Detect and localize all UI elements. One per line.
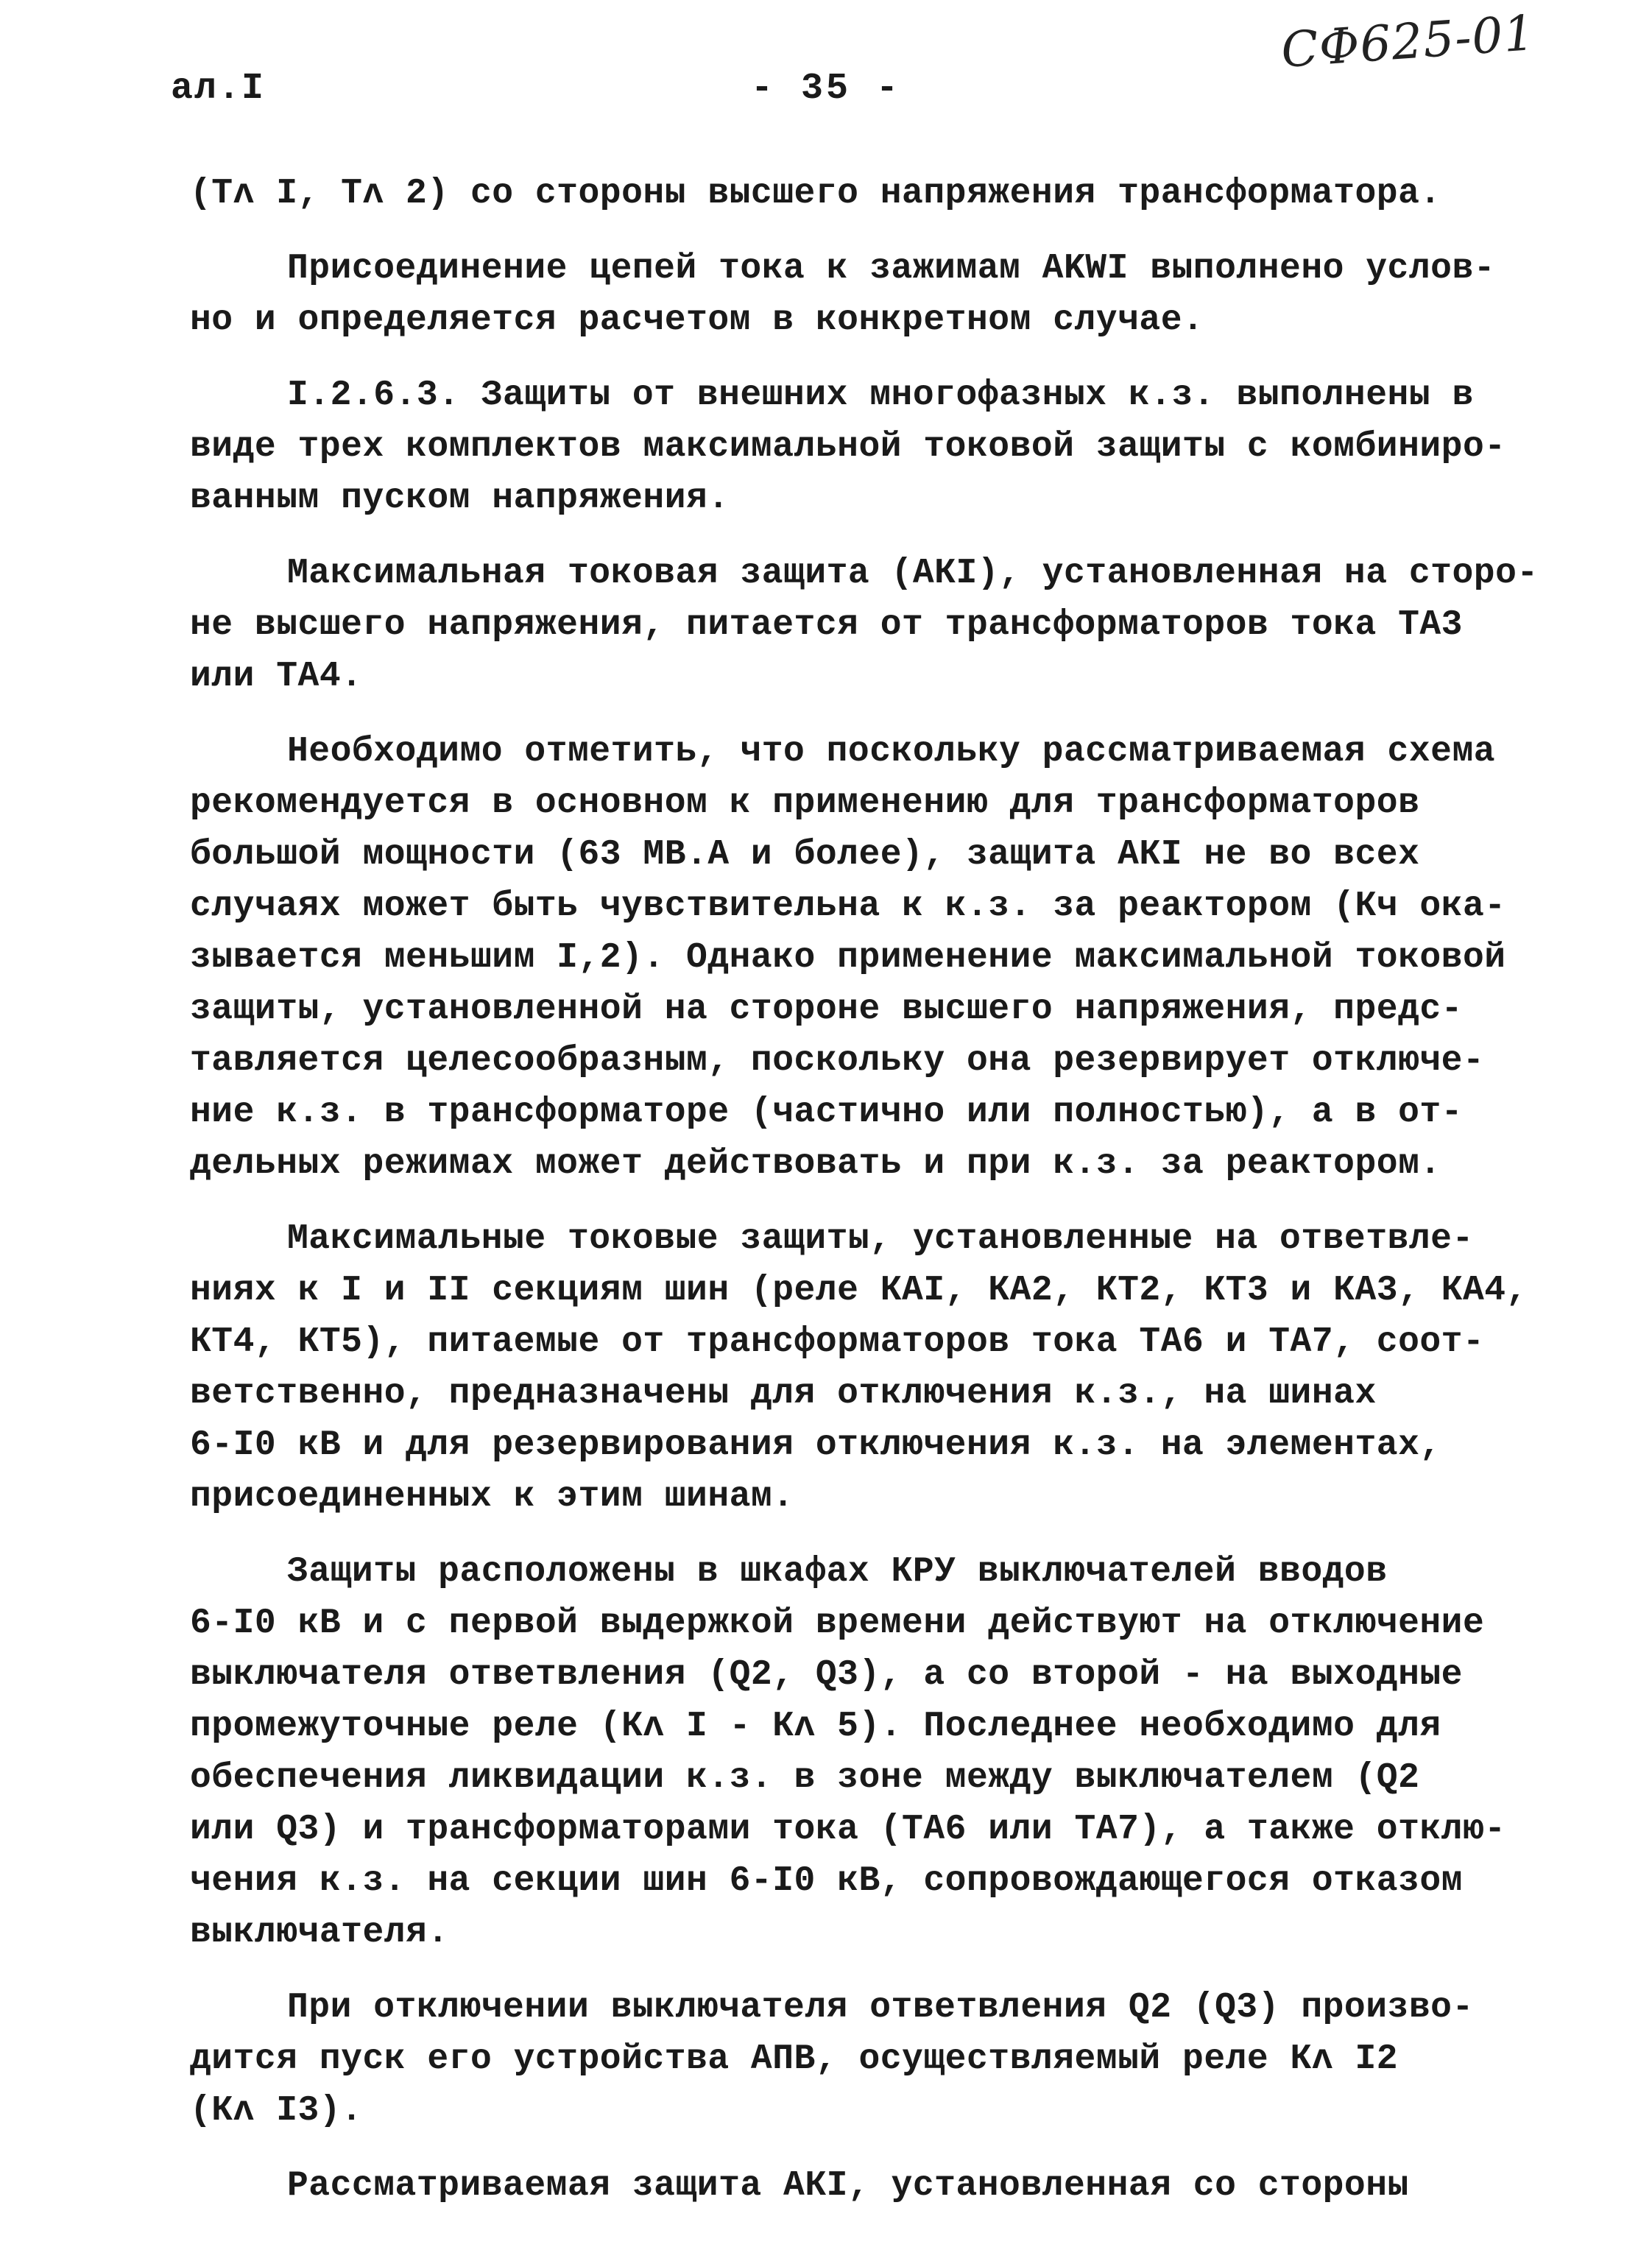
text-line: Рассматриваемая защита АКI, установленная со стороны: [287, 2166, 1409, 2206]
text-line: дельных режимах может действовать и при к.з. за реактором.: [190, 1144, 1441, 1184]
text-line: защиты, установленной на стороне высшего напряжения, предс-: [190, 990, 1463, 1029]
body-text: [190, 168, 1559, 2212]
text-line: тавляется целесообразным, поскольку она резервирует отключе-: [190, 1041, 1485, 1081]
text-line: Максимальные токовые защиты, установленные на ответвле-: [287, 1219, 1474, 1259]
text-line: промежуточные реле (Кʌ I - Кʌ 5). Последнее необходимо для: [190, 1707, 1441, 1746]
text-line: чения к.з. на секции шин 6-I0 кВ, сопровождающегося отказом: [190, 1861, 1463, 1901]
text-line: виде трех комплектов максимальной токовой защиты с комбиниро-: [190, 427, 1506, 467]
text-line: присоединенных к этим шинам.: [190, 1477, 794, 1517]
text-line: ванным пуском напряжения.: [190, 479, 730, 518]
text-line: дится пуск его устройства АПВ, осуществляемый реле Кʌ I2: [190, 2039, 1399, 2079]
text-line: (Кʌ I3).: [190, 2091, 363, 2131]
text-line: 6-I0 кВ и с первой выдержкой времени действуют на отключение: [190, 1604, 1485, 1643]
text-line: Необходимо отметить, что поскольку рассматриваемая схема: [287, 732, 1496, 772]
text-line: 6-I0 кВ и для резервирования отключения к.з. на элементах,: [190, 1425, 1441, 1465]
page-number: - 35 -: [751, 68, 902, 110]
text-line: КТ4, КТ5), питаемые от трансформаторов тока ТА6 и ТА7, соот-: [190, 1322, 1485, 1362]
sheet-label: ал.I: [171, 68, 266, 110]
text-line: но и определяется расчетом в конкретном случае.: [190, 300, 1204, 340]
text-line: Защиты расположены в шкафах КРУ выключателей вводов: [287, 1552, 1388, 1592]
text-line: или ТА4.: [190, 657, 363, 696]
text-line: выключателя.: [190, 1913, 449, 1953]
text-line: не высшего напряжения, питается от трансформаторов тока ТА3: [190, 605, 1463, 645]
text-line: Присоединение цепей тока к зажимам AKWI выполнено услов-: [287, 249, 1496, 289]
text-line: случаях может быть чувствительна к к.з. за реактором (Кч ока-: [190, 886, 1506, 926]
text-line: ниях к I и II секциям шин (реле КАI, КА2, КТ2, КТ3 и КА3, КА4,: [190, 1271, 1528, 1311]
text-line: ветственно, предназначены для отключения к.з., на шинах: [190, 1374, 1377, 1414]
text-line: рекомендуется в основном к применению для трансформаторов: [190, 783, 1420, 823]
text-line: ние к.з. в трансформаторе (частично или полностью), а в от-: [190, 1093, 1463, 1132]
handwritten-stamp: СФ625-01: [1279, 4, 1537, 79]
text-line: (Тʌ I, Тʌ 2) со стороны высшего напряжения трансформатора.: [190, 174, 1441, 214]
text-line: большой мощности (63 МВ.А и более), защита АКI не во всех: [190, 835, 1420, 875]
text-line: выключателя ответвления (Q2, Q3), а со второй - на выходные: [190, 1655, 1463, 1695]
text-line: I.2.6.3. Защиты от внешних многофазных к.з. выполнены в: [287, 375, 1474, 415]
text-line: Максимальная токовая защита (АКI), установленная на сторо-: [287, 554, 1539, 593]
text-line: обеспечения ликвидации к.з. в зоне между выключателем (Q2: [190, 1758, 1420, 1798]
text-line: или Q3) и трансформаторами тока (ТА6 или ТА7), а также отклю-: [190, 1810, 1506, 1849]
text-line: При отключении выключателя ответвления Q2 (Q3) произво-: [287, 1988, 1474, 2028]
text-line: зывается меньшим I,2). Однако применение максимальной токовой: [190, 938, 1506, 978]
